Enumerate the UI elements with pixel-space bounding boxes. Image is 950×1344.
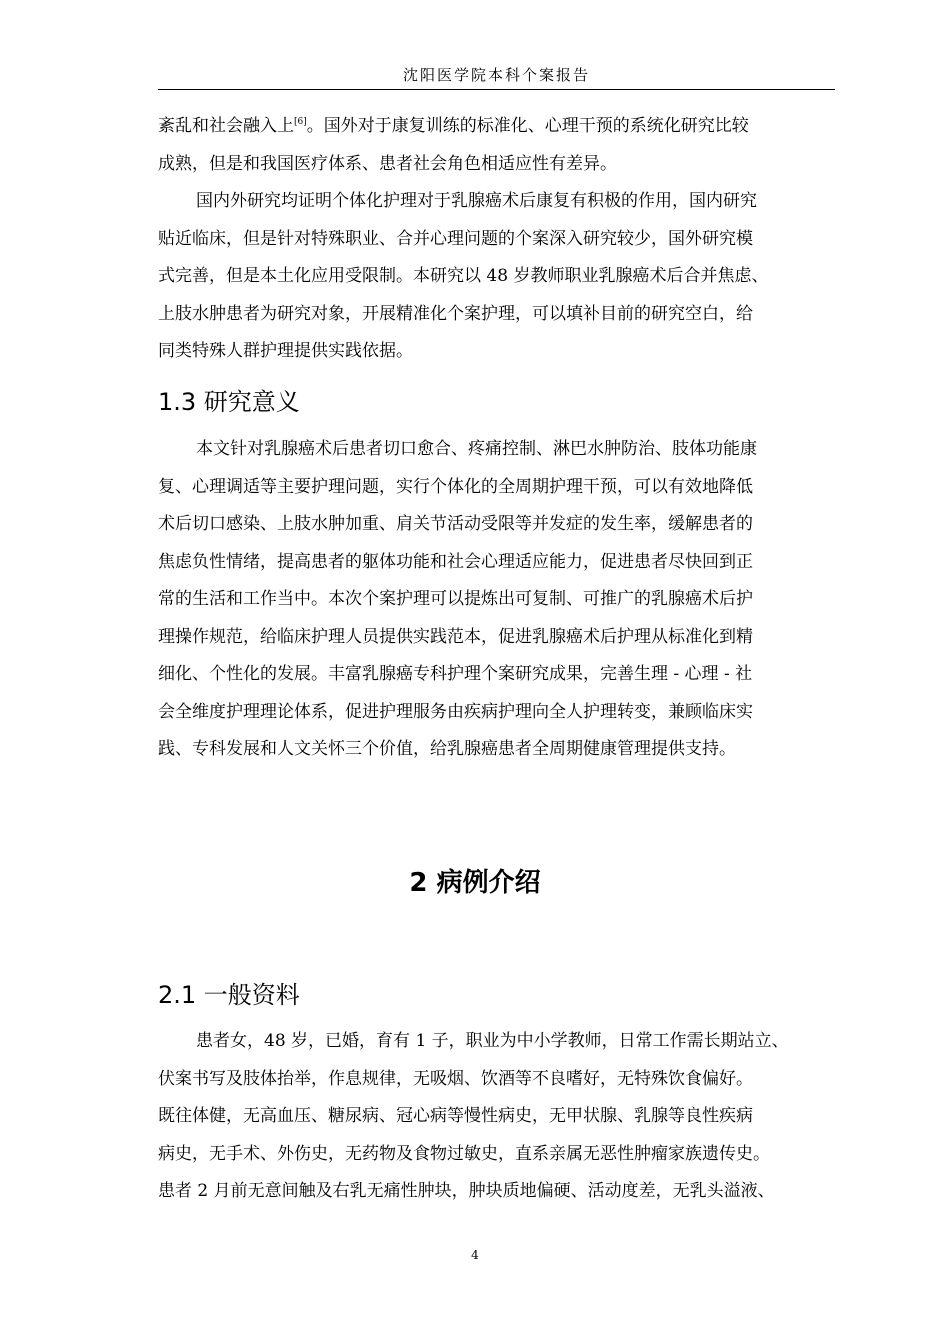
text-line: 细化、个性化的发展。丰富乳腺癌专科护理个案研究成果，完善生理 - 心理 - 社: [158, 664, 753, 684]
text-line: 理操作规范，给临床护理人员提供实践范本，促进乳腺癌术后护理从标准化到精: [158, 626, 753, 647]
text-line: 本文针对乳腺癌术后患者切口愈合、疼痛控制、淋巴水肿防治、肢体功能康: [196, 439, 757, 459]
text-line: 践、专科发展和人文关怀三个价值，给乳腺癌患者全周期健康管理提供支持。: [158, 739, 736, 759]
page-header: 沈阳医学院本科个案报告: [402, 66, 590, 84]
text-line: 成熟，但是和我国医疗体系、患者社会角色相适应性有差异。: [158, 153, 617, 174]
text-line: 术后切口感染、上肢水肿加重、肩关节活动受限等并发症的发生率，缓解患者的: [158, 514, 753, 534]
section-heading-1-3: 1.3 研究意义: [158, 388, 300, 416]
header-rule: [158, 89, 835, 90]
text-line: 常的生活和工作当中。本次个案护理可以提炼出可复制、可推广的乳腺癌术后护: [158, 589, 753, 609]
text-line: [158, 108, 838, 146]
text-line: 国内外研究均证明个体化护理对于乳腺癌术后康复有积极的作用，国内研究: [196, 191, 757, 211]
text-fragment: 紊乱和社会融入上: [158, 116, 294, 136]
text-line: 贴近临床，但是针对特殊职业、合并心理问题的个案深入研究较少，国外研究模: [158, 228, 753, 249]
paragraph-continued: [158, 108, 838, 183]
text-line: 会全维度护理理论体系，促进护理服务由疾病护理向全人护理转变，兼顾临床实: [158, 701, 753, 722]
text-line: 既往体健，无高血压、糖尿病、冠心病等慢性病史，无甲状腺、乳腺等良性疾病: [158, 1106, 753, 1126]
paragraph-significance: [158, 431, 838, 769]
text-line: 伏案书写及肢体抬举，作息规律，无吸烟、饮酒等不良嗜好，无特殊饮食偏好。: [158, 1068, 753, 1089]
chapter-heading-2: 2 病例介绍: [409, 868, 541, 898]
paragraph-general-info: [158, 1023, 838, 1211]
text-line: 病史，无手术、外伤史，无药物及食物过敏史，直系亲属无恶性肿瘤家族遗传史。: [158, 1143, 770, 1164]
text-line: 式完善，但是本土化应用受限制。本研究以 48 岁教师职业乳腺癌术后合并焦虑、: [158, 266, 769, 286]
citation-ref: [6]: [294, 117, 307, 127]
text-line: 复、心理调适等主要护理问题，实行个体化的全周期护理干预，可以有效地降低: [158, 476, 753, 497]
text-line: 患者女，48 岁，已婚，育有 1 子，职业为中小学教师，日常工作需长期站立、: [196, 1031, 789, 1051]
page-number: 4: [471, 1248, 479, 1262]
text-fragment: 。国外对于康复训练的标准化、心理干预的系统化研究比较: [306, 116, 749, 136]
text-line: 同类特殊人群护理提供实践依据。: [158, 341, 413, 361]
paragraph-domestic-research: [158, 183, 838, 371]
text-line: 上肢水肿患者为研究对象，开展精准化个案护理，可以填补目前的研究空白，给: [158, 303, 753, 324]
text-line: 焦虑负性情绪，提高患者的躯体功能和社会心理适应能力，促进患者尽快回到正: [158, 551, 753, 572]
section-heading-2-1: 2.1 一般资料: [158, 981, 300, 1009]
text-line: 患者 2 月前无意间触及右乳无痛性肿块，肿块质地偏硬、活动度差，无乳头溢液、: [158, 1181, 775, 1201]
